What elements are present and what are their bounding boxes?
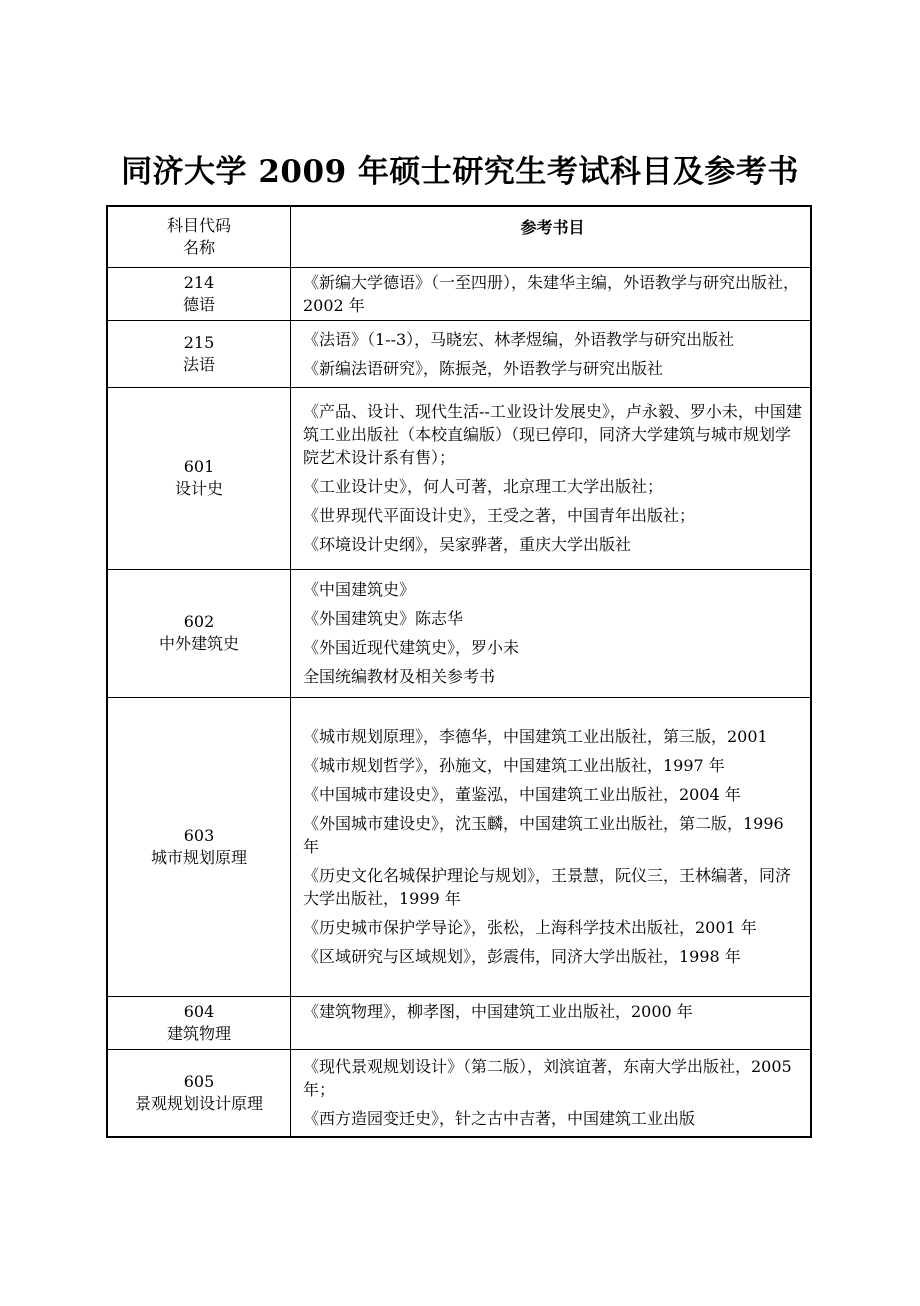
refs-cell <box>291 996 812 1049</box>
ref-item: 《外国近现代建筑史》，罗小未 <box>303 638 520 657</box>
subject-code: 601 <box>183 457 215 476</box>
table-row <box>107 387 811 569</box>
subject-cell <box>107 320 291 387</box>
subject-code: 603 <box>183 825 215 845</box>
ref-item: 《外国城市建设史》，沈玉麟，中国建筑工业出版社，第二版，1996 年 <box>303 814 784 856</box>
subject-code: 602 <box>183 612 215 631</box>
refs-cell <box>291 1049 812 1137</box>
subject-cell <box>107 569 291 697</box>
subject-name: 法语 <box>182 354 215 374</box>
subject-name: 建筑物理 <box>166 1023 231 1043</box>
reference-table <box>106 205 812 1138</box>
refs-cell <box>291 697 812 996</box>
refs-cell <box>291 569 812 697</box>
refs-cell <box>291 267 812 320</box>
subject-code: 214 <box>183 272 215 292</box>
subject-name: 景观规划设计原理 <box>134 1093 263 1113</box>
subject-cell <box>107 267 291 320</box>
subject-name: 设计史 <box>174 479 223 498</box>
ref-item: 《环境设计史纲》，吴家骅著，重庆大学出版社 <box>303 535 632 554</box>
subject-cell <box>107 387 291 569</box>
ref-item: 《工业设计史》，何人可著，北京理工大学出版社； <box>303 477 664 496</box>
ref-item: 《建筑物理》，柳孝图，中国建筑工业出版社，2000 年 <box>303 1001 693 1021</box>
subject-code: 604 <box>183 1001 215 1021</box>
ref-item: 《新编大学德语》（一至四册），朱建华主编，外语教学与研究出版社，2002 年 <box>303 272 800 315</box>
table-row <box>107 267 811 320</box>
ref-item: 《城市规划哲学》，孙施文，中国建筑工业出版社，1997 年 <box>303 756 725 775</box>
ref-item: 《中国城市建设史》，董鉴泓，中国建筑工业出版社，2004 年 <box>303 785 741 804</box>
refs-header-cell: 参考书目 <box>291 206 812 267</box>
ref-item: 《新编法语研究》，陈振尧，外语教学与研究出版社 <box>303 358 664 378</box>
ref-item: 《法语》（1--3），马晓宏、林孝煜编，外语教学与研究出版社 <box>303 329 735 349</box>
ref-item: 《区域研究与区域规划》，彭震伟，同济大学出版社，1998 年 <box>303 947 741 966</box>
subject-header-line1: 科目代码 <box>166 215 231 235</box>
table-row <box>107 569 811 697</box>
ref-item: 全国统编教材及相关参考书 <box>303 667 496 686</box>
table-row <box>107 697 811 996</box>
ref-item: 《外国建筑史》陈志华 <box>303 609 464 628</box>
subject-cell <box>107 996 291 1049</box>
subject-name: 德语 <box>182 294 215 314</box>
table-header-row <box>107 206 811 267</box>
subject-header-line2: 名称 <box>182 237 215 257</box>
ref-item: 《历史城市保护学导论》，张松，上海科学技术出版社，2001 年 <box>303 918 757 937</box>
table-row <box>107 320 811 387</box>
refs-cell <box>291 320 812 387</box>
ref-item: 《世界现代平面设计史》，王受之著，中国青年出版社； <box>303 506 696 525</box>
subject-cell <box>107 1049 291 1137</box>
refs-cell <box>291 387 812 569</box>
subject-name: 中外建筑史 <box>158 634 239 653</box>
page-title: 同济大学 2009 年硕士研究生考试科目及参考书 <box>121 154 799 190</box>
table-row <box>107 996 811 1049</box>
ref-item: 《历史文化名城保护理论与规划》，王景慧，阮仪三，王林编著，同济大学出版社，1999 年 <box>303 866 792 908</box>
subject-name: 城市规划原理 <box>150 847 247 867</box>
ref-item: 《西方造园变迁史》，针之古中吉著，中国建筑工业出版 <box>303 1109 696 1129</box>
subject-code: 215 <box>183 332 215 352</box>
subject-code: 605 <box>183 1071 215 1091</box>
ref-item: 《中国建筑史》 <box>303 580 416 599</box>
ref-item: 《城市规划原理》，李德华，中国建筑工业出版社，第三版，2001 <box>303 727 768 746</box>
subject-cell <box>107 697 291 996</box>
ref-item: 《现代景观规划设计》（第二版），刘滨谊著，东南大学出版社，2005 年； <box>303 1057 792 1100</box>
table-row <box>107 1049 811 1137</box>
ref-item: 《产品、设计、现代生活--工业设计发展史》，卢永毅、罗小未，中国建筑工业出版社（本校直编版）（现已停印，同济大学建筑与城市规划学院艺术设计系有售）； <box>303 402 802 467</box>
subject-header-cell <box>107 206 291 267</box>
